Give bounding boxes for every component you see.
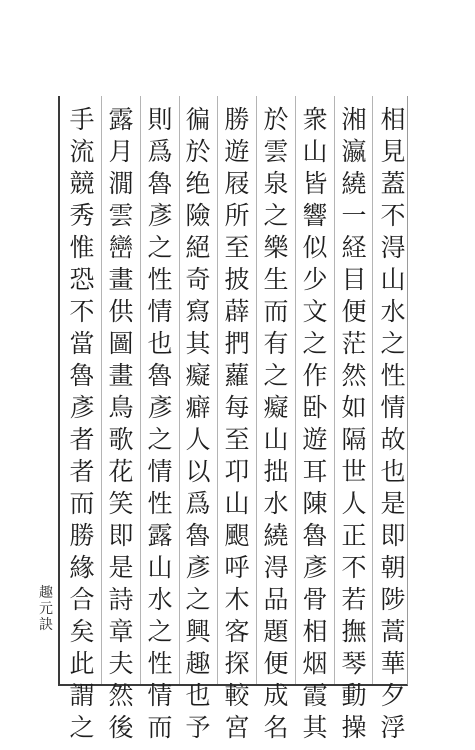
character: 呼 <box>224 553 250 582</box>
character: 似 <box>302 233 328 262</box>
character: 癖 <box>185 393 211 422</box>
character: 探 <box>224 649 250 678</box>
character: 隔 <box>341 425 367 454</box>
character: 陳 <box>302 489 328 518</box>
character: 之 <box>69 713 95 742</box>
character: 蓋 <box>380 169 406 198</box>
character: 山 <box>302 137 328 166</box>
character: 癡 <box>185 361 211 390</box>
character: 競 <box>69 169 95 198</box>
text-column-4 <box>259 104 293 742</box>
text-column-3 <box>298 104 332 742</box>
character: 遊 <box>302 425 328 454</box>
text-column-8 <box>104 104 138 742</box>
character: 屐 <box>224 169 250 198</box>
character: 彥 <box>302 553 328 582</box>
character: 客 <box>224 617 250 646</box>
character: 矣 <box>69 617 95 646</box>
character: 魯 <box>185 521 211 550</box>
character: 瀛 <box>341 137 367 166</box>
character: 謂 <box>69 681 95 710</box>
character: 絕 <box>185 233 211 262</box>
column-rule <box>295 96 296 684</box>
character: 茫 <box>341 329 367 358</box>
column-rule <box>101 96 102 684</box>
character: 彥 <box>185 553 211 582</box>
character: 見 <box>380 137 406 166</box>
character: 是 <box>380 489 406 518</box>
character: 繞 <box>341 169 367 198</box>
character: 而 <box>263 297 289 326</box>
column-rule <box>179 96 180 684</box>
character: 元 <box>39 601 53 617</box>
character: 緣 <box>69 553 95 582</box>
character: 情 <box>147 457 173 486</box>
character: 水 <box>263 489 289 518</box>
character: 経 <box>341 233 367 262</box>
character: 水 <box>147 585 173 614</box>
character: 較 <box>224 681 250 710</box>
character: 畫 <box>108 265 134 294</box>
character: 皆 <box>302 169 328 198</box>
column-rule <box>334 96 335 684</box>
character: 名 <box>263 713 289 742</box>
character: 者 <box>69 457 95 486</box>
character: 卭 <box>224 457 250 486</box>
character: 予 <box>185 713 211 742</box>
character: 於 <box>185 137 211 166</box>
character: 宮 <box>224 713 250 742</box>
character: 癡 <box>263 393 289 422</box>
character: 人 <box>185 425 211 454</box>
character: 至 <box>224 425 250 454</box>
character: 撫 <box>341 617 367 646</box>
character: 湘 <box>341 105 367 134</box>
character: 拙 <box>263 457 289 486</box>
character: 成 <box>263 681 289 710</box>
character: 木 <box>224 585 250 614</box>
character: 相 <box>302 617 328 646</box>
character: 水 <box>380 297 406 326</box>
character: 以 <box>185 457 211 486</box>
character: 便 <box>263 649 289 678</box>
character: 烟 <box>302 649 328 678</box>
character: 性 <box>147 649 173 678</box>
character: 性 <box>147 265 173 294</box>
character: 人 <box>341 489 367 518</box>
character: 山 <box>147 553 173 582</box>
character: 魯 <box>147 361 173 390</box>
text-column-2 <box>337 104 371 742</box>
character: 是 <box>108 553 134 582</box>
character: 琴 <box>341 649 367 678</box>
character: 響 <box>302 201 328 230</box>
character: 動 <box>341 681 367 710</box>
character: 如 <box>341 393 367 422</box>
character: 興 <box>185 617 211 646</box>
character: 一 <box>341 201 367 230</box>
character: 即 <box>108 521 134 550</box>
character: 耳 <box>302 457 328 486</box>
character: 樂 <box>263 233 289 262</box>
character: 之 <box>147 617 173 646</box>
character: 目 <box>341 265 367 294</box>
character: 奇 <box>185 265 211 294</box>
character: 情 <box>147 681 173 710</box>
character: 夫 <box>108 649 134 678</box>
character: 月 <box>108 137 134 166</box>
character: 之 <box>185 585 211 614</box>
character: 便 <box>341 297 367 326</box>
character: 徧 <box>185 105 211 134</box>
column-rule <box>256 96 257 684</box>
character: 披 <box>224 265 250 294</box>
character: 不 <box>380 201 406 230</box>
character: 圖 <box>108 329 134 358</box>
character: 魯 <box>302 521 328 550</box>
character: 也 <box>380 457 406 486</box>
character: 彥 <box>69 393 95 422</box>
text-column-1 <box>376 104 410 742</box>
character: 情 <box>147 297 173 326</box>
character: 合 <box>69 585 95 614</box>
character: 即 <box>380 521 406 550</box>
character: 山 <box>263 425 289 454</box>
character: 之 <box>263 361 289 390</box>
character: 雲 <box>108 201 134 230</box>
character: 勝 <box>69 521 95 550</box>
character: 恐 <box>69 265 95 294</box>
character: 當 <box>69 329 95 358</box>
character: 後 <box>108 713 134 742</box>
character: 則 <box>147 105 173 134</box>
character: 魯 <box>147 169 173 198</box>
character: 雲 <box>263 137 289 166</box>
character: 至 <box>224 233 250 262</box>
character: 山 <box>224 489 250 518</box>
character: 也 <box>185 681 211 710</box>
character: 𩗗 <box>224 521 250 550</box>
character: 題 <box>263 617 289 646</box>
text-column-6 <box>181 104 215 742</box>
character: 作 <box>302 361 328 390</box>
character: 骨 <box>302 585 328 614</box>
character: 朝 <box>380 553 406 582</box>
character: 然 <box>341 361 367 390</box>
character: 爲 <box>185 489 211 518</box>
character: 趣 <box>39 585 53 601</box>
character: 惟 <box>69 233 95 262</box>
character: 陟 <box>380 585 406 614</box>
character: 險 <box>185 201 211 230</box>
text-column-9 <box>65 104 99 742</box>
character: 品 <box>263 585 289 614</box>
character: 之 <box>302 329 328 358</box>
character: 歌 <box>108 425 134 454</box>
character: 若 <box>341 585 367 614</box>
character: 相 <box>380 105 406 134</box>
character: 此 <box>69 649 95 678</box>
character: 夕 <box>380 681 406 710</box>
character: 蘿 <box>224 361 250 390</box>
character: 供 <box>108 297 134 326</box>
character: 世 <box>341 457 367 486</box>
character: 其 <box>185 329 211 358</box>
character: 每 <box>224 393 250 422</box>
character: 操 <box>341 713 367 742</box>
character: 生 <box>263 265 289 294</box>
character: 畫 <box>108 361 134 390</box>
character: 勝 <box>224 105 250 134</box>
character: 淂 <box>380 233 406 262</box>
character: 之 <box>380 329 406 358</box>
character: 露 <box>147 521 173 550</box>
text-column-7 <box>143 104 177 742</box>
character: 故 <box>380 425 406 454</box>
character: 然 <box>108 681 134 710</box>
character: 手 <box>69 105 95 134</box>
character: 遊 <box>224 137 250 166</box>
character: 有 <box>263 329 289 358</box>
character: 鳥 <box>108 393 134 422</box>
character: 也 <box>147 329 173 358</box>
character: 彥 <box>147 393 173 422</box>
character: 詩 <box>108 585 134 614</box>
character: 其 <box>302 713 328 742</box>
text-column-5 <box>220 104 254 742</box>
character: 㵎 <box>108 169 134 198</box>
character: 卧 <box>302 393 328 422</box>
character: 笑 <box>108 489 134 518</box>
character: 而 <box>69 489 95 518</box>
character: 露 <box>108 105 134 134</box>
character: 霞 <box>302 681 328 710</box>
character: 所 <box>224 201 250 230</box>
character: 寫 <box>185 297 211 326</box>
character: 繞 <box>263 521 289 550</box>
character: 不 <box>341 553 367 582</box>
character: 不 <box>69 297 95 326</box>
character: 之 <box>147 233 173 262</box>
character: 趣 <box>185 649 211 678</box>
character: 薜 <box>224 297 250 326</box>
character: 花 <box>108 457 134 486</box>
character: 流 <box>69 137 95 166</box>
character: 正 <box>341 521 367 550</box>
character: 之 <box>263 201 289 230</box>
character: 少 <box>302 265 328 294</box>
character: 訣 <box>39 617 53 633</box>
character: 山 <box>380 265 406 294</box>
character: 巒 <box>108 233 134 262</box>
column-rule <box>372 96 373 684</box>
character: 捫 <box>224 329 250 358</box>
character: 章 <box>108 617 134 646</box>
character: 華 <box>380 649 406 678</box>
character: 者 <box>69 425 95 454</box>
character: 彥 <box>147 201 173 230</box>
character: 蒿 <box>380 617 406 646</box>
character: 而 <box>147 713 173 742</box>
character: 爲 <box>147 137 173 166</box>
column-rule <box>140 96 141 684</box>
character: 之 <box>147 425 173 454</box>
character: 绝 <box>185 169 211 198</box>
character: 情 <box>380 393 406 422</box>
margin-note <box>38 585 54 633</box>
character: 泉 <box>263 169 289 198</box>
character: 文 <box>302 297 328 326</box>
column-rule <box>217 96 218 684</box>
character: 浮 <box>380 713 406 742</box>
character: 於 <box>263 105 289 134</box>
character: 淂 <box>263 553 289 582</box>
character: 魯 <box>69 361 95 390</box>
character: 性 <box>147 489 173 518</box>
character: 秀 <box>69 201 95 230</box>
character: 衆 <box>302 105 328 134</box>
character: 性 <box>380 361 406 390</box>
